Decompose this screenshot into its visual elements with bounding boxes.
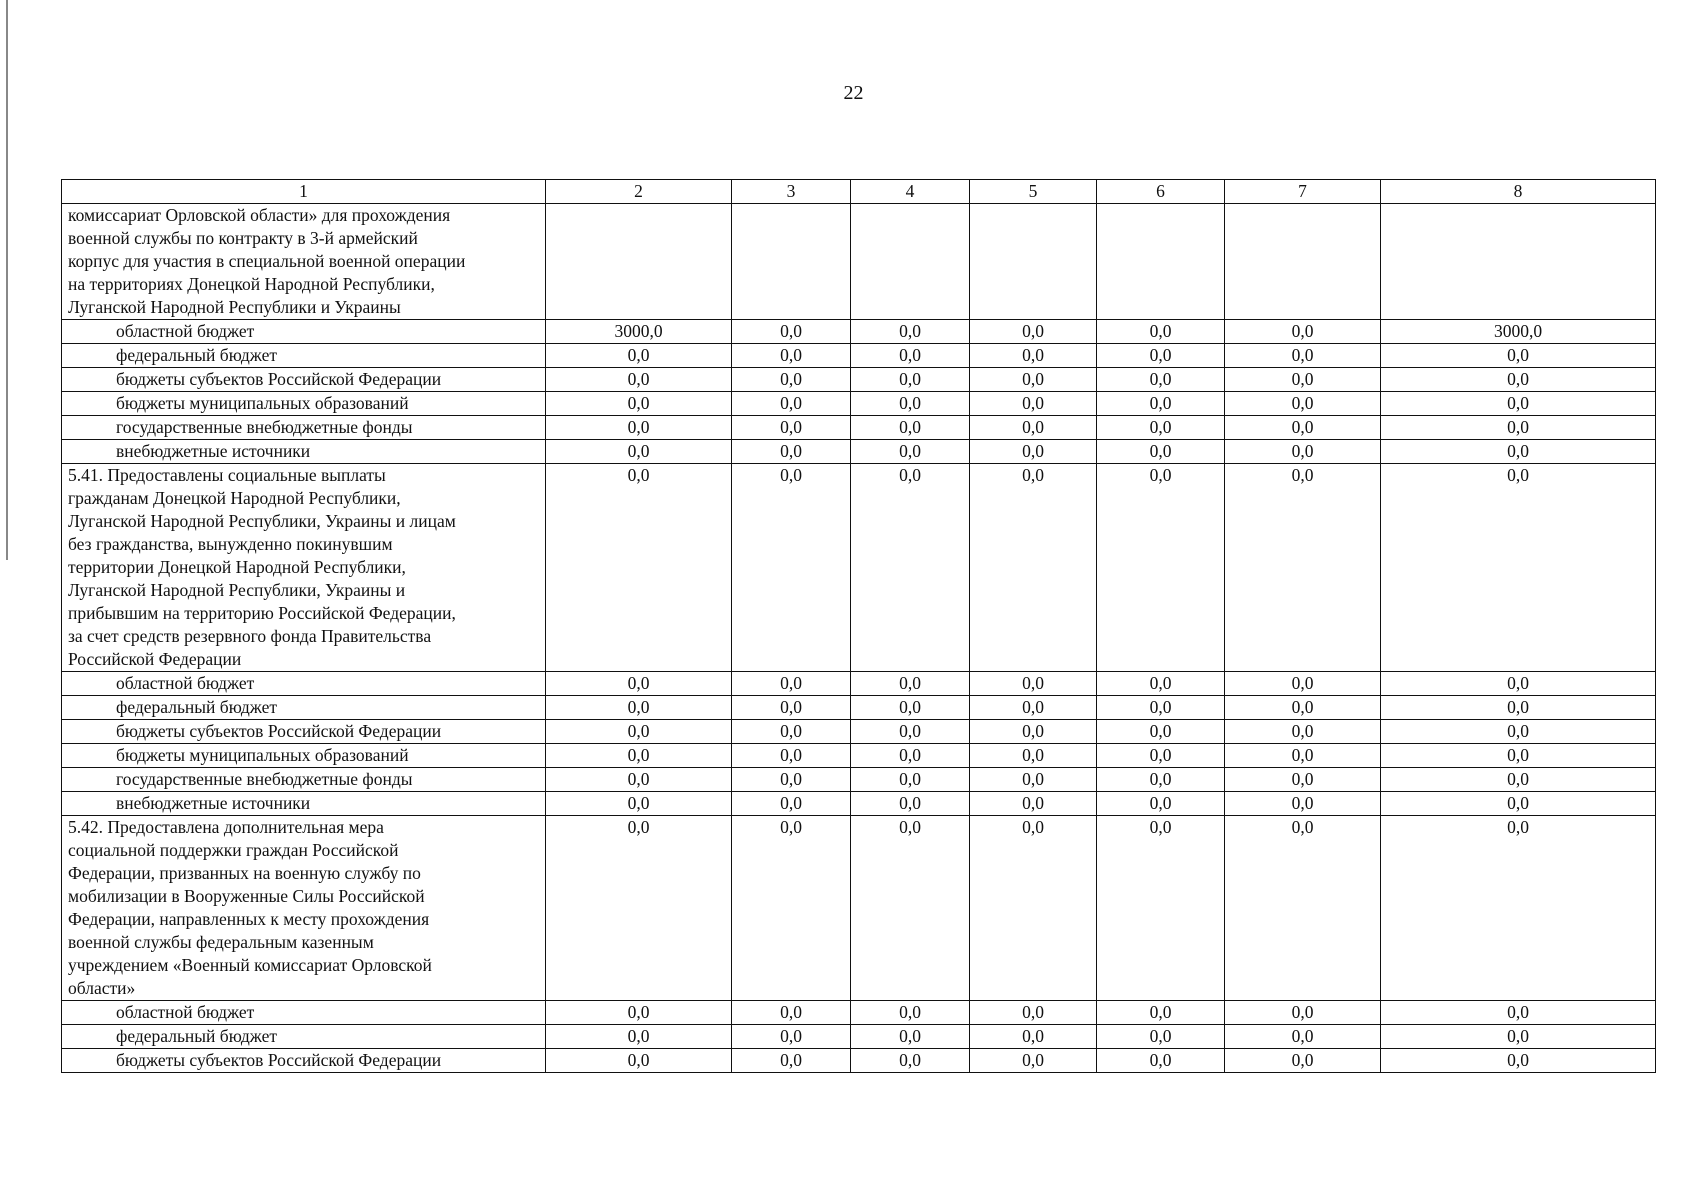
value-cell: 0,0 — [851, 744, 970, 768]
budget-source-row — [62, 320, 1656, 344]
value-cell — [851, 204, 970, 320]
value-cell: 0,0 — [732, 768, 851, 792]
column-number: 8 — [1381, 180, 1656, 204]
value-cell: 0,0 — [1225, 344, 1381, 368]
value-cell: 0,0 — [1381, 672, 1656, 696]
value-cell: 0,0 — [546, 720, 732, 744]
value-cell: 0,0 — [1381, 416, 1656, 440]
column-number: 1 — [62, 180, 546, 204]
budget-source-row — [62, 720, 1656, 744]
value-cell: 0,0 — [970, 696, 1097, 720]
value-cell: 0,0 — [970, 464, 1097, 672]
value-cell: 0,0 — [732, 464, 851, 672]
value-cell: 0,0 — [1097, 464, 1225, 672]
table-body — [62, 180, 1656, 1073]
value-cell: 0,0 — [851, 816, 970, 1001]
budget-source-label: федеральный бюджет — [62, 696, 546, 720]
value-cell: 0,0 — [1225, 1025, 1381, 1049]
column-number: 3 — [732, 180, 851, 204]
value-cell: 0,0 — [851, 1049, 970, 1073]
value-cell: 0,0 — [1097, 792, 1225, 816]
value-cell: 0,0 — [1381, 1049, 1656, 1073]
value-cell: 0,0 — [732, 440, 851, 464]
budget-source-label: областной бюджет — [62, 320, 546, 344]
budget-source-label: внебюджетные источники — [62, 440, 546, 464]
value-cell: 0,0 — [1381, 720, 1656, 744]
value-cell: 0,0 — [1381, 440, 1656, 464]
value-cell: 0,0 — [851, 1025, 970, 1049]
value-cell: 0,0 — [732, 1001, 851, 1025]
value-cell: 0,0 — [1381, 368, 1656, 392]
measure-description: 5.41. Предоставлены социальные выплаты гражданам Донецкой Народной Республики, Луганской Народной Республики, Украины и лицам без гражданства, вынужденно покинувшим территории Донецкой Народной Республики, Луганской Народной Республики, Украины и прибывшим на территорию Российской Федерации, за счет средств резервного фонда Правительства Российской Федерации — [62, 464, 546, 672]
value-cell: 0,0 — [732, 368, 851, 392]
value-cell: 0,0 — [546, 1049, 732, 1073]
value-cell: 0,0 — [1097, 1025, 1225, 1049]
value-cell: 0,0 — [546, 1001, 732, 1025]
column-number: 2 — [546, 180, 732, 204]
value-cell: 0,0 — [1225, 1001, 1381, 1025]
value-cell: 0,0 — [1381, 792, 1656, 816]
measure-description: 5.42. Предоставлена дополнительная мера социальной поддержки граждан Российской Федерации, призванных на военную службу по мобилизации в Вооруженные Силы Российской Федерации, направленных к месту прохождения военной службы федеральным казенным учреждением «Военный комиссариат Орловской области» — [62, 816, 546, 1001]
budget-source-label: бюджеты субъектов Российской Федерации — [62, 368, 546, 392]
value-cell: 0,0 — [851, 768, 970, 792]
budget-source-label: федеральный бюджет — [62, 344, 546, 368]
value-cell: 0,0 — [970, 1049, 1097, 1073]
value-cell: 0,0 — [546, 792, 732, 816]
budget-source-row — [62, 344, 1656, 368]
value-cell: 0,0 — [970, 816, 1097, 1001]
value-cell: 0,0 — [851, 344, 970, 368]
value-cell: 0,0 — [970, 320, 1097, 344]
value-cell: 0,0 — [546, 744, 732, 768]
budget-source-label: областной бюджет — [62, 672, 546, 696]
value-cell: 0,0 — [970, 440, 1097, 464]
column-number: 7 — [1225, 180, 1381, 204]
budget-source-row — [62, 416, 1656, 440]
budget-source-label: областной бюджет — [62, 1001, 546, 1025]
value-cell: 0,0 — [970, 672, 1097, 696]
measure-description: комиссариат Орловской области» для прохождения военной службы по контракту в 3-й армейский корпус для участия в специальной военной операции на территориях Донецкой Народной Республики, Луганской Народной Республики и Украины — [62, 204, 546, 320]
value-cell: 0,0 — [851, 696, 970, 720]
value-cell: 0,0 — [546, 416, 732, 440]
value-cell: 0,0 — [851, 368, 970, 392]
budget-source-row — [62, 1001, 1656, 1025]
value-cell: 0,0 — [732, 720, 851, 744]
value-cell: 0,0 — [1097, 440, 1225, 464]
value-cell: 0,0 — [1097, 344, 1225, 368]
value-cell: 0,0 — [1097, 720, 1225, 744]
value-cell: 0,0 — [1381, 344, 1656, 368]
measure-row — [62, 816, 1656, 1001]
value-cell: 0,0 — [1097, 392, 1225, 416]
budget-source-label: бюджеты субъектов Российской Федерации — [62, 720, 546, 744]
value-cell: 0,0 — [1225, 440, 1381, 464]
value-cell: 0,0 — [851, 416, 970, 440]
value-cell: 0,0 — [1097, 416, 1225, 440]
value-cell: 0,0 — [1097, 1049, 1225, 1073]
value-cell: 0,0 — [1097, 320, 1225, 344]
value-cell: 0,0 — [970, 720, 1097, 744]
value-cell: 0,0 — [1381, 696, 1656, 720]
value-cell: 3000,0 — [546, 320, 732, 344]
value-cell: 0,0 — [970, 792, 1097, 816]
value-cell: 0,0 — [732, 816, 851, 1001]
value-cell: 0,0 — [851, 392, 970, 416]
value-cell: 0,0 — [546, 768, 732, 792]
value-cell: 0,0 — [1225, 672, 1381, 696]
budget-source-row — [62, 672, 1656, 696]
column-number: 6 — [1097, 180, 1225, 204]
value-cell: 0,0 — [851, 320, 970, 344]
budget-source-label: федеральный бюджет — [62, 1025, 546, 1049]
measure-row — [62, 204, 1656, 320]
value-cell: 0,0 — [546, 344, 732, 368]
value-cell: 0,0 — [1225, 392, 1381, 416]
value-cell: 0,0 — [732, 1025, 851, 1049]
budget-source-label: государственные внебюджетные фонды — [62, 768, 546, 792]
value-cell: 0,0 — [732, 392, 851, 416]
column-number-row — [62, 180, 1656, 204]
value-cell: 0,0 — [1225, 320, 1381, 344]
budget-table — [61, 179, 1656, 1073]
value-cell: 0,0 — [546, 392, 732, 416]
value-cell: 0,0 — [546, 440, 732, 464]
value-cell: 0,0 — [1225, 696, 1381, 720]
value-cell: 0,0 — [970, 344, 1097, 368]
value-cell: 0,0 — [1225, 720, 1381, 744]
budget-source-row — [62, 1049, 1656, 1073]
value-cell: 0,0 — [546, 368, 732, 392]
budget-source-row — [62, 392, 1656, 416]
value-cell: 0,0 — [851, 720, 970, 744]
value-cell: 0,0 — [732, 672, 851, 696]
value-cell: 0,0 — [970, 744, 1097, 768]
value-cell: 0,0 — [732, 744, 851, 768]
value-cell: 0,0 — [1097, 368, 1225, 392]
value-cell: 0,0 — [546, 1025, 732, 1049]
value-cell: 0,0 — [732, 320, 851, 344]
value-cell: 0,0 — [732, 416, 851, 440]
budget-source-label: бюджеты муниципальных образований — [62, 744, 546, 768]
value-cell — [970, 204, 1097, 320]
value-cell: 0,0 — [1225, 768, 1381, 792]
value-cell: 0,0 — [970, 1025, 1097, 1049]
budget-source-label: внебюджетные источники — [62, 792, 546, 816]
value-cell: 0,0 — [1225, 464, 1381, 672]
value-cell — [732, 204, 851, 320]
value-cell: 0,0 — [1225, 792, 1381, 816]
value-cell: 0,0 — [1097, 1001, 1225, 1025]
value-cell: 0,0 — [1225, 416, 1381, 440]
budget-source-row — [62, 792, 1656, 816]
budget-source-label: государственные внебюджетные фонды — [62, 416, 546, 440]
budget-source-row — [62, 696, 1656, 720]
value-cell: 0,0 — [732, 1049, 851, 1073]
value-cell: 0,0 — [970, 368, 1097, 392]
value-cell: 0,0 — [851, 464, 970, 672]
value-cell: 0,0 — [1381, 1001, 1656, 1025]
value-cell: 0,0 — [1381, 1025, 1656, 1049]
budget-source-row — [62, 1025, 1656, 1049]
page-number: 22 — [843, 82, 864, 104]
value-cell: 0,0 — [970, 1001, 1097, 1025]
value-cell: 0,0 — [1381, 816, 1656, 1001]
column-number: 4 — [851, 180, 970, 204]
value-cell: 0,0 — [732, 792, 851, 816]
value-cell: 0,0 — [970, 768, 1097, 792]
budget-source-row — [62, 768, 1656, 792]
value-cell: 0,0 — [546, 696, 732, 720]
budget-source-row — [62, 368, 1656, 392]
budget-source-label: бюджеты муниципальных образований — [62, 392, 546, 416]
budget-source-label: бюджеты субъектов Российской Федерации — [62, 1049, 546, 1073]
value-cell: 0,0 — [970, 416, 1097, 440]
value-cell: 0,0 — [1225, 744, 1381, 768]
value-cell — [546, 204, 732, 320]
value-cell: 0,0 — [1225, 1049, 1381, 1073]
value-cell: 3000,0 — [1381, 320, 1656, 344]
value-cell: 0,0 — [1381, 768, 1656, 792]
value-cell: 0,0 — [1381, 464, 1656, 672]
value-cell — [1225, 204, 1381, 320]
value-cell: 0,0 — [970, 392, 1097, 416]
budget-source-row — [62, 440, 1656, 464]
value-cell: 0,0 — [1225, 816, 1381, 1001]
value-cell: 0,0 — [1225, 368, 1381, 392]
value-cell: 0,0 — [851, 1001, 970, 1025]
value-cell: 0,0 — [1097, 744, 1225, 768]
budget-source-row — [62, 744, 1656, 768]
value-cell: 0,0 — [546, 464, 732, 672]
value-cell: 0,0 — [851, 672, 970, 696]
value-cell: 0,0 — [1097, 768, 1225, 792]
value-cell: 0,0 — [1381, 744, 1656, 768]
value-cell: 0,0 — [1097, 696, 1225, 720]
measure-row — [62, 464, 1656, 672]
value-cell — [1381, 204, 1656, 320]
value-cell: 0,0 — [1097, 816, 1225, 1001]
value-cell: 0,0 — [1097, 672, 1225, 696]
value-cell: 0,0 — [851, 792, 970, 816]
value-cell: 0,0 — [546, 672, 732, 696]
value-cell: 0,0 — [851, 440, 970, 464]
value-cell: 0,0 — [732, 696, 851, 720]
value-cell: 0,0 — [1381, 392, 1656, 416]
value-cell: 0,0 — [546, 816, 732, 1001]
value-cell — [1097, 204, 1225, 320]
column-number: 5 — [970, 180, 1097, 204]
value-cell: 0,0 — [732, 344, 851, 368]
